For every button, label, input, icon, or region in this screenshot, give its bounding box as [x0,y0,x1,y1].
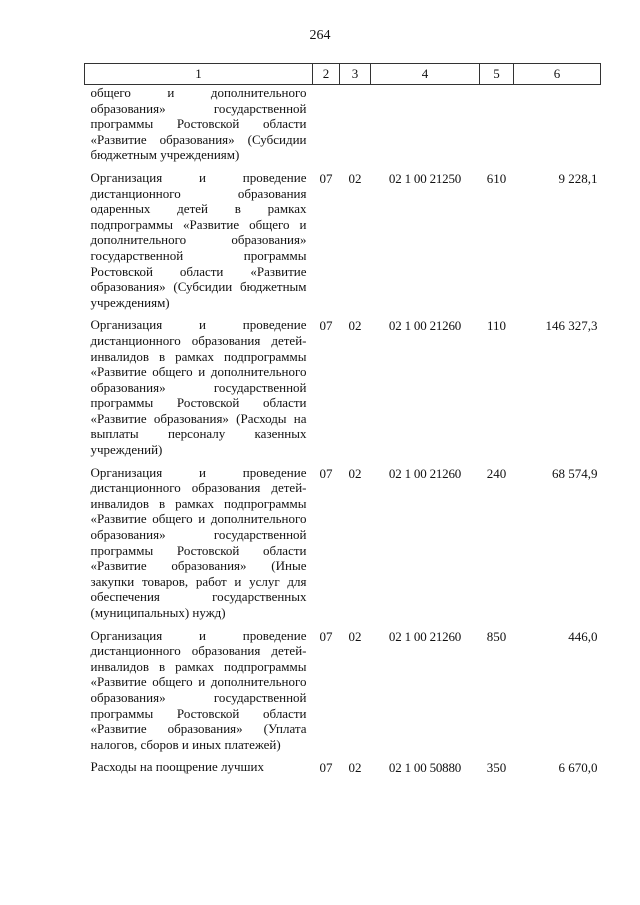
page-number: 264 [309,28,331,43]
table-row [85,85,601,163]
budget-table [84,63,601,776]
row-target-code: 02 1 00 50880 [388,760,462,776]
row-amount: 6 670,0 [558,760,598,776]
row-section [313,85,340,163]
row-description: Организация и проведение дистанционного образования одаренных детей в рамках подпрограммы «Развитие общего и дополнительного образования» государственной программы Ростовской области «Развитие образования» (Субсидии бюджетным учреждениям) [90,169,307,310]
table-row [85,458,601,621]
header-col-6: 6 [514,64,601,85]
row-subsection: 02 [348,170,362,186]
row-target-code: 02 1 00 21260 [388,628,462,644]
row-amount: 446,0 [568,628,598,644]
row-subsection: 02 [348,628,362,644]
row-description: Организация и проведение дистанционного образования детей-инвалидов в рамках подпрограммы «Развитие общего и дополнительного образования» государственной программы Ростовской области «Развитие образования» (Уплата налогов, сборов и иных платежей) [90,627,307,752]
row-expense-type: 240 [486,465,507,481]
row-section: 07 [319,760,333,776]
row-section: 07 [319,170,333,186]
row-amount [514,85,601,163]
row-description: Расходы на поощрение лучших [90,759,264,775]
table-row [85,621,601,753]
header-col-5: 5 [480,64,514,85]
row-amount: 9 228,1 [558,170,598,186]
row-target-code: 02 1 00 21260 [388,465,462,481]
row-section: 07 [319,628,333,644]
row-subsection: 02 [348,318,362,334]
header-row [85,64,601,85]
row-description: Организация и проведение дистанционного образования детей-инвалидов в рамках подпрограммы «Развитие общего и дополнительного образования» государственной программы Ростовской области «Развитие образования» (Иные закупки товаров, работ и услуг для обеспечения государственных (муниципальных) нужд) [90,464,307,620]
row-expense-type: 850 [486,628,507,644]
table-row [85,163,601,310]
row-subsection: 02 [348,465,362,481]
row-subsection: 02 [348,760,362,776]
table-row [85,310,601,457]
row-target-code: 02 1 00 21250 [388,170,462,186]
row-subsection [340,85,371,163]
row-description: общего и дополнительного образования» государственной программы Ростовской области «Развитие образования» (Субсидии бюджетным учреждениям) [90,85,307,163]
row-expense-type: 110 [486,318,507,334]
row-target-code [371,85,480,163]
table-row [85,752,601,776]
table-header [85,64,601,85]
row-description: Организация и проведение дистанционного образования детей-инвалидов в рамках подпрограммы «Развитие общего и дополнительного образования» государственной программы Ростовской области «Развитие образования» (Расходы на выплаты персоналу казенных учреждений) [90,317,307,458]
row-section: 07 [319,318,333,334]
header-col-3: 3 [340,64,371,85]
row-amount: 146 327,3 [545,318,598,334]
row-expense-type: 610 [486,170,507,186]
row-expense-type: 350 [486,760,507,776]
row-expense-type [480,85,514,163]
header-col-1: 1 [85,64,313,85]
header-col-2: 2 [313,64,340,85]
row-amount: 68 574,9 [552,465,598,481]
row-section: 07 [319,465,333,481]
table-body [85,85,601,776]
row-target-code: 02 1 00 21260 [388,318,462,334]
header-col-4: 4 [371,64,480,85]
